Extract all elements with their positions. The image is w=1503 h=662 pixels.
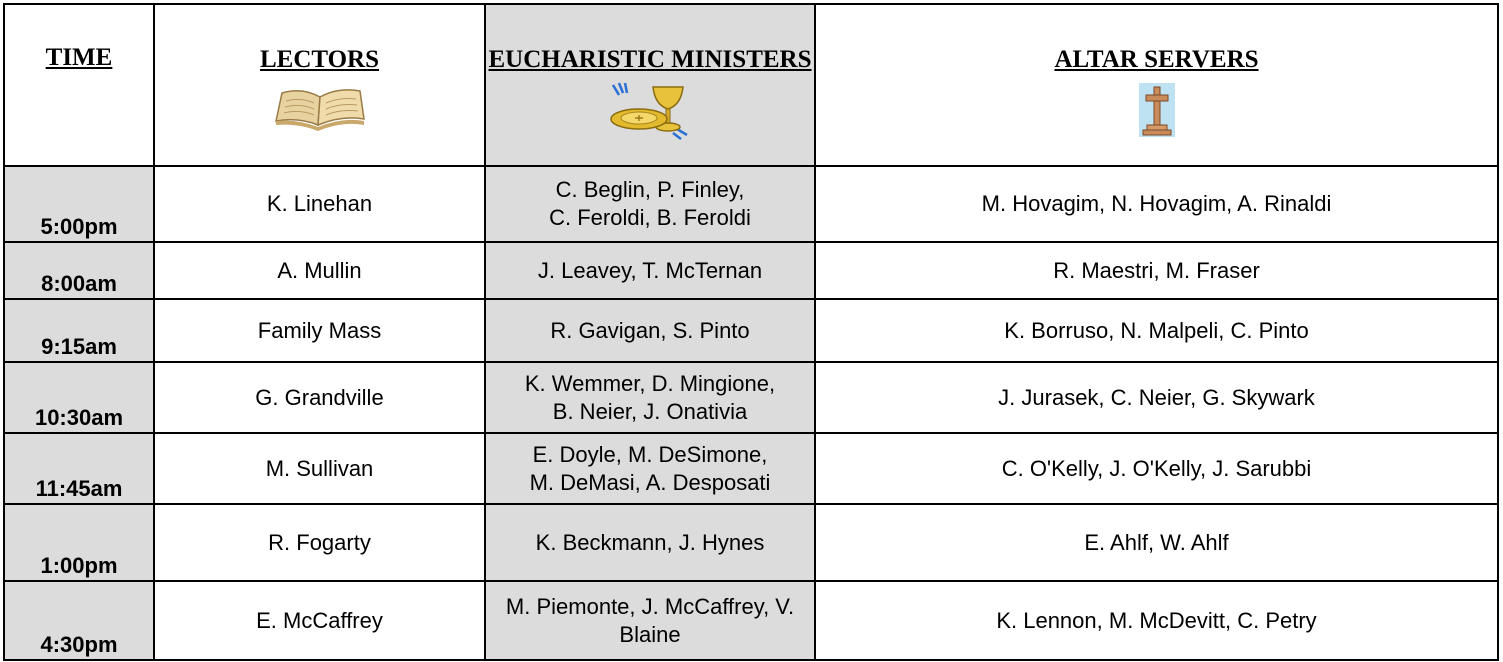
altar-cell: R. Maestri, M. Fraser [815,242,1498,299]
open-book-icon [272,81,368,131]
cross-icon [1137,81,1177,139]
eucharistic-cell [485,581,815,660]
header-altar-cell [815,4,1498,166]
table-row [4,433,1498,504]
header-row [4,4,1498,166]
table-row [4,581,1498,660]
table-row [4,166,1498,242]
eucharistic-cell [485,362,815,433]
chalice-and-paten-icon [607,81,693,141]
time-cell: 9:15am [4,299,154,362]
header-eucharistic-cell [485,4,815,166]
lector-cell: Family Mass [154,299,485,362]
eucharistic-line: J. Leavey, T. McTernan [537,257,763,283]
eucharistic-cell [485,166,815,242]
lector-cell: R. Fogarty [154,504,485,581]
table-row [4,299,1498,362]
time-cell: 1:00pm [4,504,154,581]
altar-cell: K. Borruso, N. Malpeli, C. Pinto [815,299,1498,362]
altar-cell: J. Jurasek, C. Neier, G. Skywark [815,362,1498,433]
altar-cell: K. Lennon, M. McDevitt, C. Petry [815,581,1498,660]
lector-cell: G. Grandville [154,362,485,433]
eucharistic-line: B. Neier, J. Onativia [552,398,748,424]
eucharistic-line: E. Doyle, M. DeSimone, [532,441,768,467]
header-altar: ALTAR SERVERS [1054,46,1259,73]
lector-cell: E. McCaffrey [154,581,485,660]
header-time-cell [4,4,154,166]
eucharistic-line: R. Gavigan, S. Pinto [550,317,750,343]
header-lectors: LECTORS [259,46,380,73]
eucharistic-line: M. DeMasi, A. Desposati [529,469,771,495]
table-row [4,504,1498,581]
eucharistic-line: C. Beglin, P. Finley, [555,177,745,202]
altar-cell: E. Ahlf, W. Ahlf [815,504,1498,581]
lector-cell: M. Sullivan [154,433,485,504]
time-cell: 4:30pm [4,581,154,660]
table-row [4,242,1498,299]
lector-cell: K. Linehan [154,166,485,242]
ministry-schedule-table [3,3,1499,661]
header-time: TIME [45,44,113,71]
altar-cell: C. O'Kelly, J. O'Kelly, J. Sarubbi [815,433,1498,504]
eucharistic-line: K. Wemmer, D. Mingione, [524,370,776,396]
eucharistic-cell [485,504,815,581]
time-cell: 5:00pm [4,166,154,242]
time-cell: 10:30am [4,362,154,433]
altar-cell: M. Hovagim, N. Hovagim, A. Rinaldi [815,166,1498,242]
lector-cell: A. Mullin [154,242,485,299]
eucharistic-line: K. Beckmann, J. Hynes [535,529,765,555]
eucharistic-cell [485,433,815,504]
header-eucharistic: EUCHARISTIC MINISTERS [488,46,812,73]
table-row [4,362,1498,433]
header-lectors-cell [154,4,485,166]
eucharistic-line: C. Feroldi, B. Feroldi [549,205,751,230]
time-cell: 11:45am [4,433,154,504]
eucharistic-cell [485,242,815,299]
eucharistic-cell [485,299,815,362]
eucharistic-line: M. Piemonte, J. McCaffrey, V. Blaine [505,593,795,647]
time-cell: 8:00am [4,242,154,299]
